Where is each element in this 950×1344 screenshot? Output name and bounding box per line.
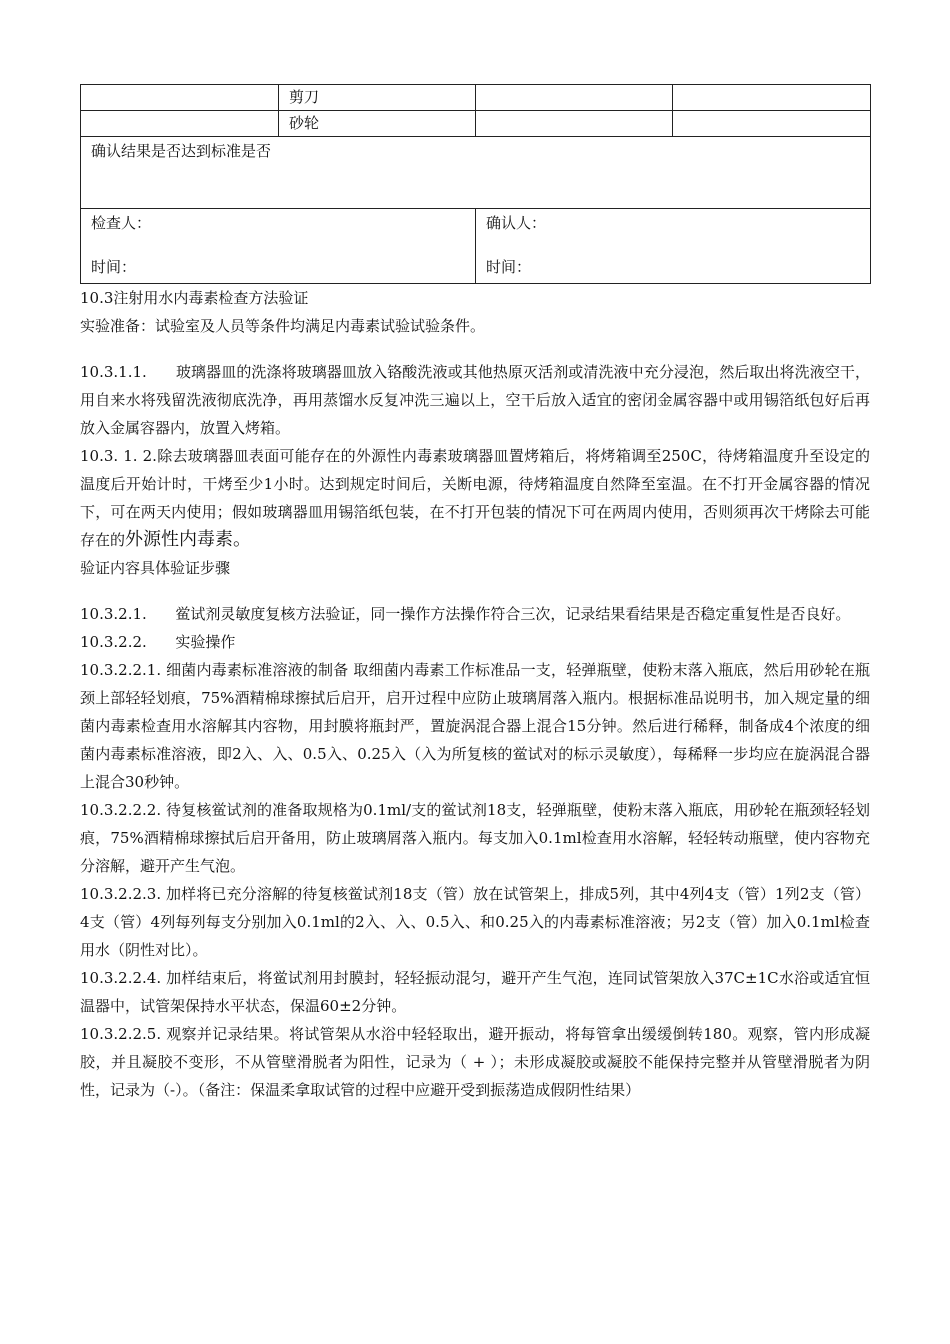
table-cell-item: 砂轮 [279,111,476,137]
paragraph-number: 10.3.2.1. [80,605,147,623]
signature-row [81,209,871,284]
table-cell [673,85,871,111]
table-cell [81,111,279,137]
paragraph-text: 玻璃器皿的洗涤将玻璃器皿放入铬酸洗液或其他热原灭活剂或清洗液中充分浸泡，然后取出将洗液空干，用自来水将残留洗液彻底洗净，再用蒸馏水反复冲洗三遍以上，空干后放入适宜的密闭金属容器中或用锡箔纸包好后再放入金属容器内，放置入烤箱。 [80,363,870,437]
inspector-label: 检查人： [91,214,152,232]
section-title: 10.3注射用水内毒素检查方法验证 [80,289,309,307]
paragraph-tail: 外源性内毒素。 [125,529,252,550]
inspector-cell [81,209,476,284]
paragraph-text: 10.3. 1. 2.除去玻璃器皿表面可能存在的外源性内毒素玻璃器皿置烤箱后，将烤箱调至250C，待烤箱温度升至设定的温度后开始计时，干烤至少1小时。达到规定时间后，关断电源，待烤箱温度自然降至室温。在不打开金属容器的情况下，可在两天内使用；假如玻璃器皿用锡箔纸包装，在不打开包装的情况下可在两周内使用，否则须再次干烤除去可能存在的 [80,447,870,549]
confirmer-time-label: 时间： [486,258,532,276]
confirm-result-cell: 确认结果是否达到标准是否 [81,137,871,209]
paragraph-10-3-2-1 [80,600,870,628]
paragraph-10-3-2-2-5: 10.3.2.2.5. 观察并记录结果。将试管架从水浴中轻轻取出，避开振动，将每管拿出缓缓倒转180。观察，管内形成凝胶，并且凝胶不变形，不从管壁滑脱者为阳性，记录为（ + ）；未形成凝胶或凝胶不能保持完整并从管壁滑脱者为阴性，记录为（-）。（备注：保温柔拿取试管的过程中应避开受到振荡造成假阴性结果） [80,1025,870,1099]
table-cell-item: 剪刀 [279,85,476,111]
paragraph-text: 实验操作 [175,633,236,651]
paragraph-10-3-1-1 [80,358,870,442]
paragraph-10-3-2-2-1: 10.3.2.2.1. 细菌内毒素标准溶液的制备 取细菌内毒素工作标准品一支，轻弹瓶壁，使粉末落入瓶底，然后用砂轮在瓶颈上部轻轻划痕，75%酒精棉球擦拭后启开，启开过程中应防止玻璃屑落入瓶内。根据标准品说明书，加入规定量的细菌内毒素检查用水溶解其内容物，用封膜将瓶封严，置旋涡混合器上混合15分钟。然后进行稀释，制备成4个浓度的细菌内毒素标准溶液，即2入、入、0.5入、0.25入（入为所复核的鲎试对的标示灵敏度），每稀释一步均应在旋涡混合器上混合30秒钟。 [80,661,870,791]
confirmer-cell [476,209,871,284]
paragraph-10-3-2-2-2: 10.3.2.2.2. 待复核鲎试剂的准备取规格为0.1ml/支的鲎试剂18支，轻弹瓶壁，使粉末落入瓶底，用砂轮在瓶颈轻轻划痕，75%酒精棉球擦拭后启开备用，防止玻璃屑落入瓶内。每支加入0.1ml检查用水溶解，轻轻转动瓶壁，使内容物充分溶解，避开产生气泡。 [80,801,870,875]
paragraph-text: 鲎试剂灵敏度复核方法验证，同一操作方法操作符合三次，记录结果看结果是否稳定重复性是否良好。 [175,605,851,623]
paragraph-10-3-2-2 [80,628,870,656]
content-heading: 验证内容具体验证步骤 [80,559,231,577]
paragraph-10-3-2-2-3: 10.3.2.2.3. 加样将已充分溶解的待复核鲎试剂18支（管）放在试管架上，排成5列，其中4列4支（管）1列2支（管）4支（管）4列每列每支分别加入0.1ml的2入、入、0.5入、和0.25入的内毒素标准溶液；另2支（管）加入0.1ml检查用水（阴性对比）。 [80,885,870,959]
inspection-table [80,84,871,284]
document-page [80,84,870,1104]
table-cell [673,111,871,137]
table-row [81,85,871,111]
table-row [81,111,871,137]
table-cell [476,85,673,111]
inspector-time-label: 时间： [91,258,137,276]
paragraph-10-3-1-2 [80,442,870,554]
paragraph-number: 10.3.1.1. [80,363,147,381]
paragraph-number: 10.3.2.2. [80,633,147,651]
table-cell [476,111,673,137]
paragraph-10-3-2-2-4: 10.3.2.2.4. 加样结束后，将鲎试剂用封膜封，轻轻振动混匀，避开产生气泡，连同试管架放入37C±1C水浴或适宜恒温器中，试管架保持水平状态，保温60±2分钟。 [80,969,870,1015]
confirm-row [81,137,871,209]
section-body [80,284,870,1104]
prep-paragraph: 实验准备：试验室及人员等条件均满足内毒素试验试验条件。 [80,317,486,335]
table-cell [81,85,279,111]
confirmer-label: 确认人： [486,214,547,232]
